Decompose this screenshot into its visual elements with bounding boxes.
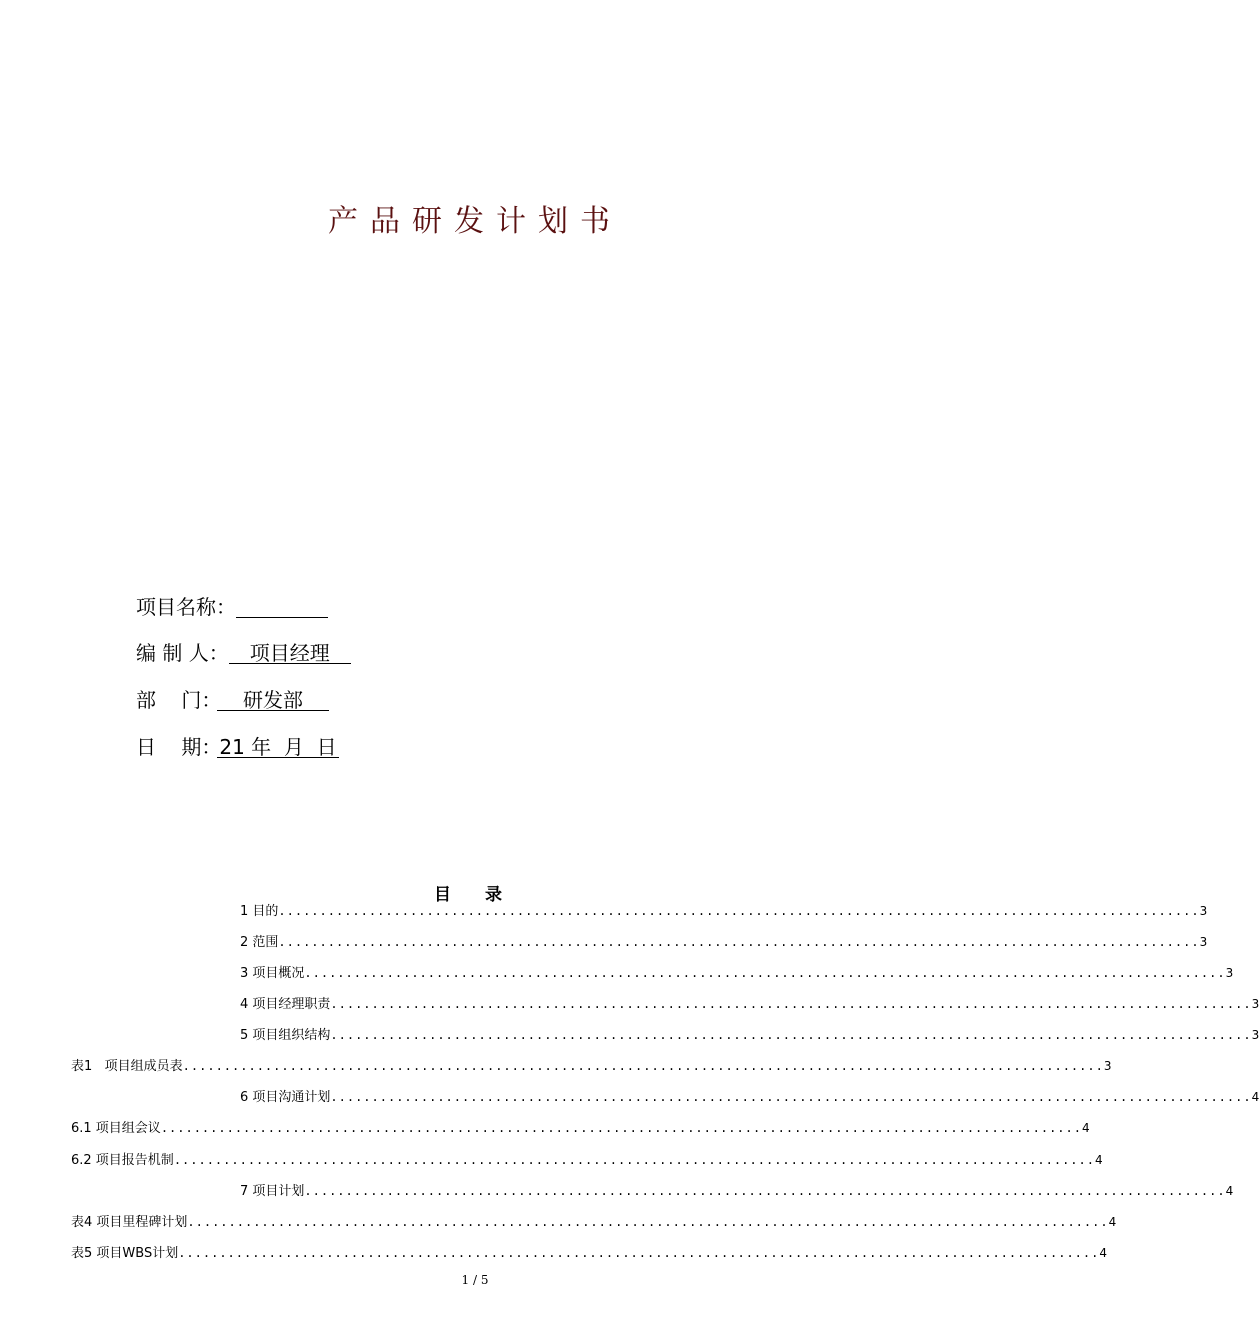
toc-entry-page: 4 (1108, 1215, 1117, 1229)
toc-entry[interactable] (71, 1150, 1103, 1170)
toc-entry-page: 3 (1103, 1059, 1112, 1073)
toc-leader-dots: ................................................................................................................ (187, 1215, 1109, 1229)
toc-entry-label: 2 范围 (240, 935, 279, 950)
department-row (136, 685, 329, 715)
toc-leader-dots: ................................................................................................................ (178, 1246, 1100, 1260)
toc-leader-dots: ................................................................................................................ (330, 997, 1252, 1011)
toc-leader-dots: ................................................................................................................ (278, 904, 1200, 918)
toc-entry-page: 3 (1251, 1028, 1259, 1042)
toc-entry[interactable] (71, 1118, 1090, 1138)
toc-entry-label: 表5 项目WBS计划 (71, 1246, 179, 1261)
department-label: 部 门： (136, 688, 222, 712)
toc-leader-dots: ................................................................................................................ (304, 966, 1226, 980)
department-value: 研发部 (217, 685, 329, 711)
toc-entry-page: 4 (1225, 1184, 1234, 1198)
toc-entry-label: 5 项目组织结构 (240, 1028, 331, 1043)
project-name-row (136, 592, 328, 622)
toc-entry-page: 3 (1251, 997, 1259, 1011)
toc-entry[interactable] (240, 1087, 1259, 1107)
toc-entry-page: 4 (1099, 1246, 1107, 1260)
toc-entry-label: 6 项目沟通计划 (240, 1090, 331, 1105)
toc-leader-dots: ................................................................................................................ (278, 935, 1200, 949)
toc-entry[interactable] (240, 901, 1208, 921)
toc-leader-dots: ................................................................................................................ (330, 1028, 1252, 1042)
date-label: 日 期： (136, 735, 222, 759)
author-label: 编 制 人： (136, 641, 229, 665)
toc-entry[interactable] (71, 1056, 1112, 1076)
toc-entry-page: 4 (1081, 1121, 1090, 1135)
project-name-label: 项目名称： (136, 595, 236, 619)
toc-entry-label: 4 项目经理职责 (240, 997, 331, 1012)
date-row (136, 732, 339, 762)
toc-entry[interactable] (71, 1243, 1107, 1263)
toc-entry[interactable] (240, 963, 1234, 983)
toc-entry-page: 3 (1199, 904, 1208, 918)
author-row (136, 638, 351, 668)
toc-leader-dots: ................................................................................................................ (160, 1121, 1082, 1135)
page-indicator: 1 / 5 (461, 1273, 489, 1287)
toc-entry-label: 1 目的 (240, 904, 279, 919)
toc-leader-dots: ................................................................................................................ (182, 1059, 1104, 1073)
toc-entry-label: 表4 项目里程碑计划 (71, 1215, 188, 1230)
toc-entry[interactable] (240, 1181, 1234, 1201)
toc-entry-label: 3 项目概况 (240, 966, 305, 981)
toc-entry[interactable] (240, 994, 1259, 1014)
author-value: 项目经理 (229, 638, 351, 664)
toc-leader-dots: ................................................................................................................ (304, 1184, 1226, 1198)
toc-entry-page: 4 (1094, 1153, 1103, 1167)
toc-entry[interactable] (240, 1025, 1259, 1045)
toc-leader-dots: ................................................................................................................ (173, 1153, 1095, 1167)
toc-entry-page: 3 (1199, 935, 1208, 949)
toc-leader-dots: ................................................................................................................ (330, 1090, 1252, 1104)
toc-entry-page: 4 (1251, 1090, 1259, 1104)
toc-entry-label: 6.2 项目报告机制 (71, 1153, 174, 1168)
toc-entry[interactable] (71, 1212, 1117, 1232)
toc-entry-label: 表1 项目组成员表 (71, 1059, 183, 1074)
project-name-value (236, 592, 328, 618)
toc-entry-label: 7 项目计划 (240, 1184, 305, 1199)
document-title: 产品研发计划书 (328, 204, 622, 239)
toc-title: 目 录 (434, 885, 516, 905)
toc-entry-label: 6.1 项目组会议 (71, 1121, 161, 1136)
date-value: 21 年 月 日 (217, 732, 339, 758)
toc-entry-page: 3 (1225, 966, 1234, 980)
toc-entry[interactable] (240, 932, 1208, 952)
